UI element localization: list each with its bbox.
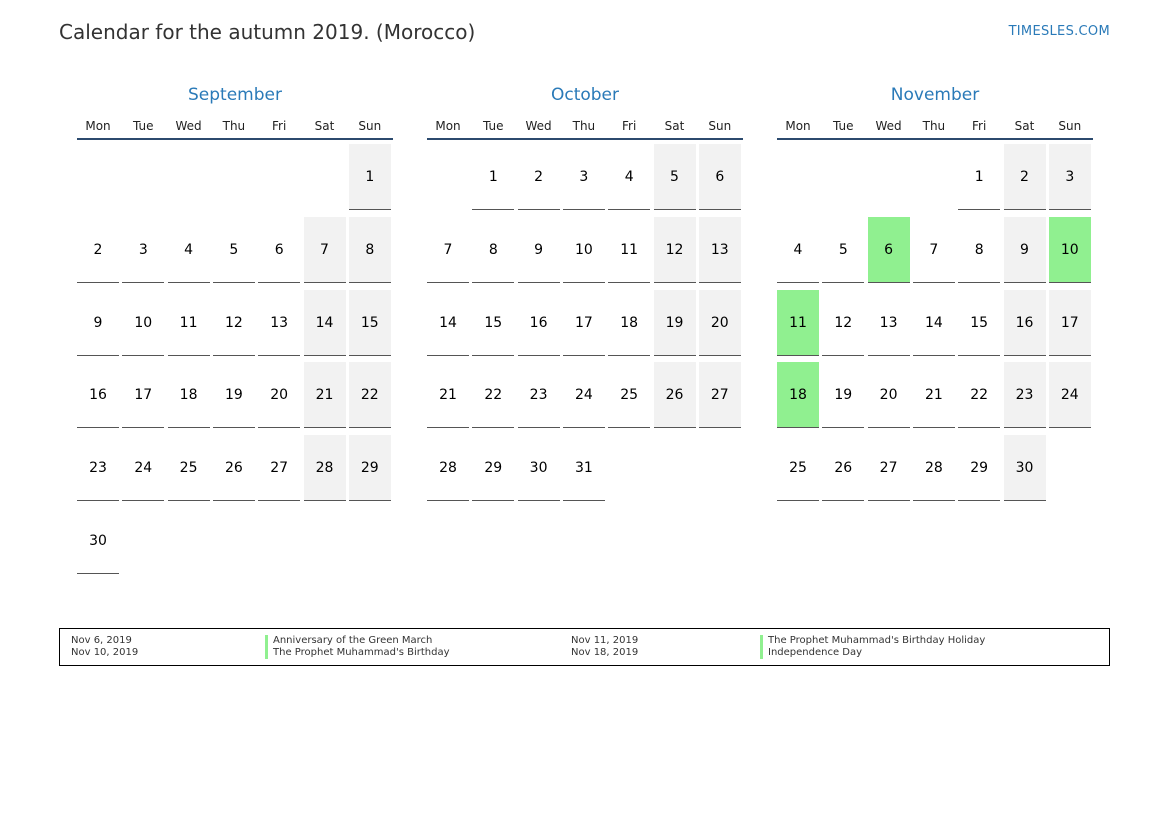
day-cell[interactable]: 31 — [563, 435, 605, 501]
weekday-label: Thu — [222, 119, 246, 133]
day-cell[interactable]: 24 — [1049, 362, 1091, 428]
day-cell[interactable]: 4 — [777, 217, 819, 283]
weekday-label: Sat — [1014, 119, 1035, 133]
day-cell[interactable]: 16 — [1004, 290, 1046, 356]
day-cell[interactable]: 16 — [518, 290, 560, 356]
weekday-label: Fri — [272, 119, 287, 133]
weekday-label: Tue — [133, 119, 154, 133]
day-cell[interactable]: 14 — [304, 290, 346, 356]
day-cell[interactable]: 9 — [518, 217, 560, 283]
day-cell[interactable]: 7 — [427, 217, 469, 283]
legend-holiday-name: The Prophet Muhammad's Birthday — [265, 647, 450, 659]
weekday-label: Tue — [483, 119, 504, 133]
day-cell[interactable]: 7 — [304, 217, 346, 283]
day-cell[interactable]: 13 — [699, 217, 741, 283]
weekday-header — [427, 114, 743, 140]
day-cell[interactable]: 4 — [168, 217, 210, 283]
day-cell[interactable]: 24 — [122, 435, 164, 501]
day-cell[interactable]: 19 — [654, 290, 696, 356]
day-cell[interactable]: 23 — [1004, 362, 1046, 428]
holiday-day-cell[interactable]: 18 — [777, 362, 819, 428]
weekday-label: Mon — [785, 119, 811, 133]
legend-holiday-name: Independence Day — [760, 647, 862, 659]
weekday-header — [77, 114, 393, 140]
legend-holiday-name: Anniversary of the Green March — [265, 635, 432, 647]
weekday-label: Thu — [922, 119, 946, 133]
month-title: October — [550, 85, 620, 105]
day-cell[interactable]: 12 — [822, 290, 864, 356]
day-cell[interactable]: 23 — [77, 435, 119, 501]
day-cell[interactable]: 2 — [518, 144, 560, 210]
day-cell[interactable]: 20 — [258, 362, 300, 428]
day-cell[interactable]: 14 — [913, 290, 955, 356]
weekday-label: Sun — [708, 119, 732, 133]
day-cell[interactable]: 18 — [608, 290, 650, 356]
day-cell[interactable]: 30 — [1004, 435, 1046, 501]
month-title: September — [188, 85, 282, 105]
day-cell[interactable]: 21 — [427, 362, 469, 428]
weekday-header — [777, 114, 1093, 140]
holiday-day-cell[interactable]: 6 — [868, 217, 910, 283]
day-cell[interactable]: 29 — [349, 435, 391, 501]
day-cell[interactable]: 6 — [258, 217, 300, 283]
legend-date: Nov 18, 2019 — [571, 647, 639, 658]
legend-date: Nov 10, 2019 — [71, 647, 139, 658]
legend-holiday-name: The Prophet Muhammad's Birthday Holiday — [760, 635, 985, 647]
day-cell[interactable]: 9 — [1004, 217, 1046, 283]
day-cell[interactable]: 8 — [349, 217, 391, 283]
day-cell[interactable]: 26 — [822, 435, 864, 501]
weekday-label: Sat — [314, 119, 335, 133]
day-cell[interactable]: 28 — [913, 435, 955, 501]
day-cell[interactable]: 17 — [1049, 290, 1091, 356]
day-cell[interactable]: 22 — [958, 362, 1000, 428]
day-cell[interactable]: 16 — [77, 362, 119, 428]
day-cell[interactable]: 15 — [349, 290, 391, 356]
weekday-label: Sat — [664, 119, 685, 133]
legend-date: Nov 11, 2019 — [571, 635, 639, 646]
day-cell[interactable]: 15 — [472, 290, 514, 356]
day-cell[interactable]: 19 — [822, 362, 864, 428]
day-cell[interactable]: 15 — [958, 290, 1000, 356]
site-link[interactable]: TIMESLES.COM — [1008, 24, 1110, 39]
day-cell[interactable]: 18 — [168, 362, 210, 428]
weekday-label: Fri — [972, 119, 987, 133]
day-cell[interactable]: 11 — [608, 217, 650, 283]
day-cell[interactable]: 1 — [958, 144, 1000, 210]
day-cell[interactable]: 5 — [822, 217, 864, 283]
weekday-label: Mon — [85, 119, 111, 133]
day-cell[interactable]: 27 — [868, 435, 910, 501]
day-cell[interactable]: 25 — [168, 435, 210, 501]
weekday-label: Fri — [622, 119, 637, 133]
weekday-label: Wed — [175, 119, 202, 133]
day-cell[interactable]: 25 — [608, 362, 650, 428]
day-cell[interactable]: 19 — [213, 362, 255, 428]
day-cell[interactable]: 25 — [777, 435, 819, 501]
day-cell[interactable]: 12 — [213, 290, 255, 356]
day-cell[interactable]: 26 — [654, 362, 696, 428]
day-cell[interactable]: 10 — [122, 290, 164, 356]
weekday-label: Tue — [833, 119, 854, 133]
weekday-label: Sun — [1058, 119, 1082, 133]
holiday-day-cell[interactable]: 10 — [1049, 217, 1091, 283]
day-cell[interactable]: 26 — [213, 435, 255, 501]
day-cell[interactable]: 8 — [472, 217, 514, 283]
month-october — [427, 84, 743, 477]
day-cell[interactable]: 5 — [654, 144, 696, 210]
day-cell[interactable]: 3 — [1049, 144, 1091, 210]
day-cell[interactable]: 12 — [654, 217, 696, 283]
day-cell[interactable]: 28 — [427, 435, 469, 501]
holiday-day-cell[interactable]: 11 — [777, 290, 819, 356]
day-cell[interactable]: 5 — [213, 217, 255, 283]
weekday-label: Mon — [435, 119, 461, 133]
day-cell[interactable]: 3 — [122, 217, 164, 283]
day-cell[interactable]: 8 — [958, 217, 1000, 283]
day-cell[interactable]: 11 — [168, 290, 210, 356]
day-cell[interactable]: 29 — [958, 435, 1000, 501]
day-cell[interactable]: 13 — [868, 290, 910, 356]
month-title: November — [890, 85, 980, 105]
legend-date: Nov 6, 2019 — [71, 635, 132, 646]
day-cell[interactable]: 2 — [1004, 144, 1046, 210]
weekday-label: Wed — [525, 119, 552, 133]
day-cell[interactable]: 23 — [518, 362, 560, 428]
day-cell[interactable]: 20 — [699, 290, 741, 356]
day-cell[interactable]: 9 — [77, 290, 119, 356]
day-cell[interactable]: 22 — [472, 362, 514, 428]
day-cell[interactable]: 22 — [349, 362, 391, 428]
day-cell[interactable]: 30 — [77, 508, 119, 574]
day-cell[interactable]: 21 — [304, 362, 346, 428]
day-cell[interactable]: 3 — [563, 144, 605, 210]
day-cell[interactable]: 28 — [304, 435, 346, 501]
day-cell[interactable]: 17 — [563, 290, 605, 356]
weekday-label: Thu — [572, 119, 596, 133]
day-cell[interactable]: 27 — [699, 362, 741, 428]
day-cell[interactable]: 17 — [122, 362, 164, 428]
day-cell[interactable]: 14 — [427, 290, 469, 356]
day-cell[interactable]: 10 — [563, 217, 605, 283]
month-november — [777, 84, 1093, 477]
month-september — [77, 84, 393, 549]
weekday-label: Wed — [875, 119, 902, 133]
day-cell[interactable]: 30 — [518, 435, 560, 501]
day-cell[interactable]: 24 — [563, 362, 605, 428]
day-cell[interactable]: 1 — [349, 144, 391, 210]
day-cell[interactable]: 4 — [608, 144, 650, 210]
day-cell[interactable]: 1 — [472, 144, 514, 210]
weekday-label: Sun — [358, 119, 382, 133]
day-cell[interactable]: 27 — [258, 435, 300, 501]
holiday-legend — [59, 628, 1110, 666]
day-cell[interactable]: 2 — [77, 217, 119, 283]
day-cell[interactable]: 7 — [913, 217, 955, 283]
day-cell[interactable]: 29 — [472, 435, 514, 501]
page-title: Calendar for the autumn 2019. (Morocco) — [59, 20, 476, 44]
day-cell[interactable]: 20 — [868, 362, 910, 428]
day-cell[interactable]: 21 — [913, 362, 955, 428]
day-cell[interactable]: 13 — [258, 290, 300, 356]
day-cell[interactable]: 6 — [699, 144, 741, 210]
